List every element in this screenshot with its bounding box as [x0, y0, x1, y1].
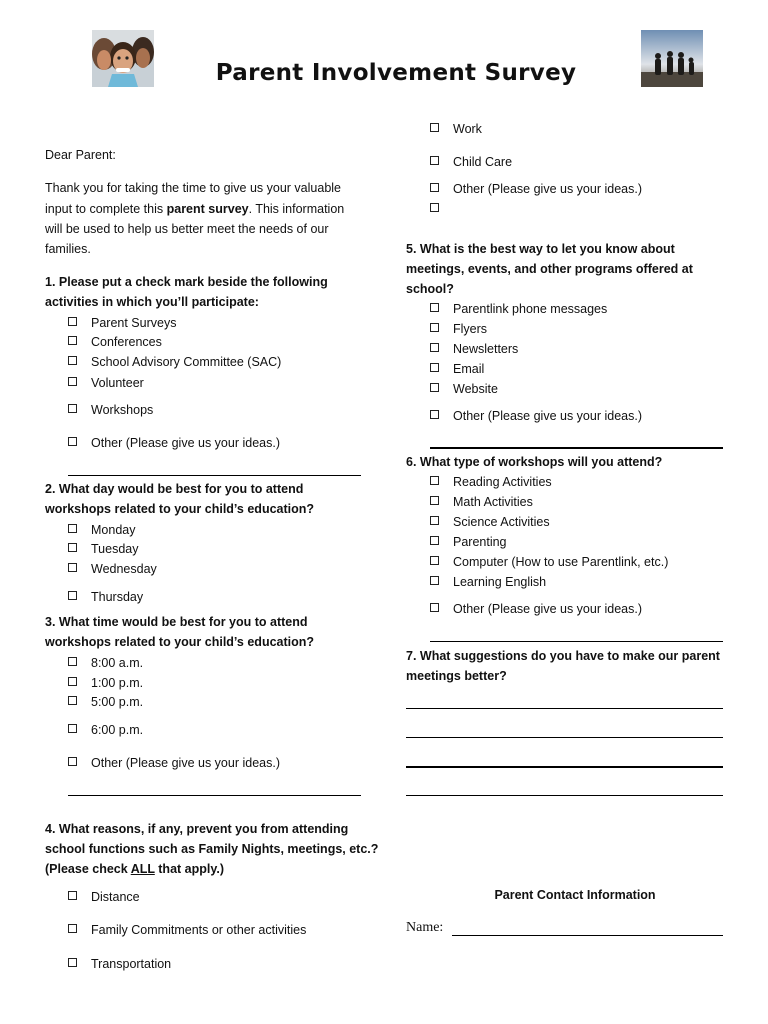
- checkbox[interactable]: [430, 383, 439, 392]
- greeting: Dear Parent:: [45, 148, 116, 162]
- q4-option-other[interactable]: Other (Please give us your ideas.): [430, 180, 642, 198]
- q2-option-monday[interactable]: Monday: [68, 521, 135, 539]
- question-1-line-2: activities in which you’ll participate:: [45, 295, 259, 309]
- checkbox[interactable]: [68, 524, 77, 533]
- name-input-line[interactable]: [452, 935, 723, 936]
- question-5-line-2: meetings, events, and other programs offered at: [406, 262, 693, 276]
- q7-answer-line-3[interactable]: [406, 766, 723, 768]
- q6-option-reading[interactable]: Reading Activities: [430, 473, 552, 491]
- checkbox[interactable]: [430, 203, 439, 212]
- intro-line-1: Thank you for taking the time to give us your valuable: [45, 181, 341, 195]
- question-6: 6. What type of workshops will you attend?: [406, 455, 663, 469]
- question-2-line-1: 2. What day would be best for you to attend: [45, 482, 304, 496]
- question-3-line-1: 3. What time would be best for you to attend: [45, 615, 308, 629]
- q2-option-wednesday[interactable]: Wednesday: [68, 560, 157, 578]
- checkbox[interactable]: [68, 757, 77, 766]
- checkbox[interactable]: [430, 556, 439, 565]
- q3-answer-line[interactable]: [68, 795, 361, 796]
- question-4-line-2: school functions such as Family Nights, meetings, etc.?: [45, 842, 379, 856]
- q6-option-computer[interactable]: Computer (How to use Parentlink, etc.): [430, 553, 668, 571]
- checkbox[interactable]: [68, 377, 77, 386]
- checkbox[interactable]: [430, 323, 439, 332]
- q5-option-parentlink[interactable]: Parentlink phone messages: [430, 300, 607, 318]
- checkbox[interactable]: [430, 343, 439, 352]
- q5-option-newsletters[interactable]: Newsletters: [430, 340, 518, 358]
- question-5-line-3: school?: [406, 282, 454, 296]
- q1-option-workshops[interactable]: Workshops: [68, 401, 153, 419]
- checkbox[interactable]: [68, 677, 77, 686]
- checkbox[interactable]: [68, 891, 77, 900]
- q3-option-other[interactable]: Other (Please give us your ideas.): [68, 754, 280, 772]
- checkbox[interactable]: [68, 591, 77, 600]
- intro-emphasis: parent survey: [166, 202, 249, 216]
- checkbox[interactable]: [68, 724, 77, 733]
- q6-option-other[interactable]: Other (Please give us your ideas.): [430, 600, 642, 618]
- q7-answer-line-1[interactable]: [406, 708, 723, 709]
- q4-option-transportation[interactable]: Transportation: [68, 955, 171, 973]
- photo-left: [92, 30, 154, 87]
- q5-option-flyers[interactable]: Flyers: [430, 320, 487, 338]
- checkbox[interactable]: [430, 156, 439, 165]
- q6-answer-line[interactable]: [430, 641, 723, 642]
- q5-option-email[interactable]: Email: [430, 360, 484, 378]
- q4-option-family-commitments[interactable]: Family Commitments or other activities: [68, 921, 306, 939]
- page-title: Parent Involvement Survey: [215, 60, 577, 86]
- checkbox[interactable]: [68, 696, 77, 705]
- checkbox[interactable]: [68, 958, 77, 967]
- checkbox[interactable]: [430, 603, 439, 612]
- q4-option-distance[interactable]: Distance: [68, 888, 140, 906]
- q7-answer-line-4[interactable]: [406, 795, 723, 796]
- checkbox[interactable]: [430, 123, 439, 132]
- question-5-line-1: 5. What is the best way to let you know about: [406, 242, 675, 256]
- question-2-line-2: workshops related to your child’s education?: [45, 502, 315, 516]
- q1-option-parent-surveys[interactable]: Parent Surveys: [68, 314, 176, 332]
- q6-option-learning-english[interactable]: Learning English: [430, 573, 546, 591]
- checkbox[interactable]: [68, 543, 77, 552]
- q4-option-work[interactable]: Work: [430, 120, 482, 138]
- checkbox[interactable]: [430, 516, 439, 525]
- checkbox[interactable]: [68, 657, 77, 666]
- q2-option-thursday[interactable]: Thursday: [68, 588, 143, 606]
- q6-option-parenting[interactable]: Parenting: [430, 533, 507, 551]
- q3-option-1pm[interactable]: 1:00 p.m.: [68, 674, 143, 692]
- checkbox[interactable]: [430, 303, 439, 312]
- q1-option-volunteer[interactable]: Volunteer: [68, 374, 144, 392]
- checkbox[interactable]: [430, 476, 439, 485]
- checkbox[interactable]: [430, 576, 439, 585]
- question-1-line-1: 1. Please put a check mark beside the following: [45, 275, 328, 289]
- checkbox[interactable]: [68, 317, 77, 326]
- q5-option-other[interactable]: Other (Please give us your ideas.): [430, 407, 642, 425]
- q6-option-math[interactable]: Math Activities: [430, 493, 533, 511]
- checkbox[interactable]: [430, 363, 439, 372]
- q1-answer-line[interactable]: [68, 475, 361, 476]
- question-3-line-2: workshops related to your child’s education?: [45, 635, 315, 649]
- q3-option-8am[interactable]: 8:00 a.m.: [68, 654, 143, 672]
- q1-option-conferences[interactable]: Conferences: [68, 333, 162, 351]
- checkbox[interactable]: [430, 183, 439, 192]
- q7-answer-line-2[interactable]: [406, 737, 723, 738]
- intro-line-4: families.: [45, 242, 91, 256]
- checkbox[interactable]: [430, 536, 439, 545]
- checkbox[interactable]: [68, 404, 77, 413]
- checkbox[interactable]: [68, 924, 77, 933]
- name-label: Name:: [406, 920, 444, 935]
- question-4-line-1: 4. What reasons, if any, prevent you from attending: [45, 822, 349, 836]
- checkbox[interactable]: [430, 410, 439, 419]
- checkbox[interactable]: [68, 437, 77, 446]
- photo-right: [641, 30, 703, 87]
- question-7-line-1: 7. What suggestions do you have to make our parent: [406, 649, 720, 663]
- q3-option-6pm[interactable]: 6:00 p.m.: [68, 721, 143, 739]
- checkbox[interactable]: [430, 496, 439, 505]
- contact-heading: Parent Contact Information: [494, 888, 656, 902]
- question-7-line-2: meetings better?: [406, 669, 507, 683]
- intro-line-3: will be used to help us better meet the needs of our: [45, 222, 329, 236]
- q1-option-sac[interactable]: School Advisory Committee (SAC): [68, 353, 281, 371]
- q5-option-website[interactable]: Website: [430, 380, 498, 398]
- q2-option-tuesday[interactable]: Tuesday: [68, 540, 138, 558]
- q1-option-other[interactable]: Other (Please give us your ideas.): [68, 434, 280, 452]
- question-4-line-3: (Please check ALL that apply.): [45, 862, 225, 876]
- checkbox[interactable]: [68, 356, 77, 365]
- q3-option-5pm[interactable]: 5:00 p.m.: [68, 693, 143, 711]
- checkbox[interactable]: [68, 336, 77, 345]
- q6-option-science[interactable]: Science Activities: [430, 513, 550, 531]
- emphasis-all: ALL: [130, 862, 155, 876]
- q4-option-child-care[interactable]: Child Care: [430, 153, 512, 171]
- intro-line-2: input to complete this parent survey. This information: [45, 202, 345, 216]
- checkbox[interactable]: [68, 563, 77, 572]
- q5-answer-line[interactable]: [430, 447, 723, 449]
- q4-option-blank[interactable]: [430, 200, 453, 218]
